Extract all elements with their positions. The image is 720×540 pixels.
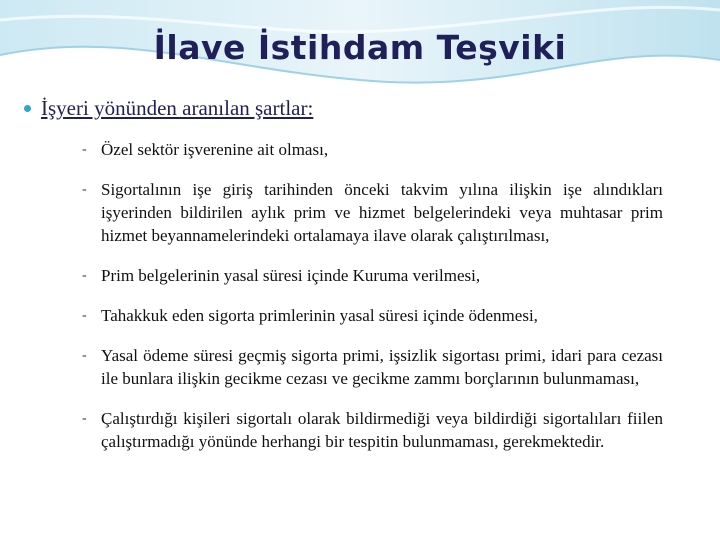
- list-item-text: Çalıştırdığı kişileri sigortalı olarak bildirmediği veya bildirdiği sigortalıları fiilen çalıştırmadığı yönünde herhangi bir tespitin bulunmaması, gerekmektedir.: [101, 409, 663, 451]
- list-item: [82, 138, 663, 161]
- list-item-text: Prim belgelerinin yasal süresi içinde Kuruma verilmesi,: [101, 266, 481, 285]
- requirements-list: [82, 138, 663, 470]
- list-item-text: Özel sektör işverenine ait olması,: [101, 140, 329, 159]
- dash-icon: -: [82, 182, 87, 197]
- section-heading-row: [24, 96, 313, 121]
- bullet-dot-icon: [24, 105, 31, 112]
- list-item: [82, 304, 663, 327]
- dash-icon: -: [82, 348, 87, 363]
- dash-icon: -: [82, 411, 87, 426]
- list-item: [82, 264, 663, 287]
- list-item-text: Tahakkuk eden sigorta primlerinin yasal süresi içinde ödenmesi,: [101, 306, 538, 325]
- dash-icon: -: [82, 308, 87, 323]
- slide-title: İlave İstihdam Teşviki: [153, 28, 567, 67]
- section-heading: İşyeri yönünden aranılan şartlar:: [41, 96, 314, 120]
- dash-icon: -: [82, 268, 87, 283]
- list-item-text: Sigortalının işe giriş tarihinden önceki takvim yılına ilişkin işe alındıkları işyerinden bildirilen aylık prim ve hizmet belgelerindeki veya muhtasar prim hizmet beyannamelerindeki ortalamaya ilave olarak çalıştırılması,: [101, 180, 663, 245]
- list-item: [82, 407, 663, 453]
- list-item: [82, 178, 663, 247]
- list-item: [82, 344, 663, 390]
- list-item-text: Yasal ödeme süresi geçmiş sigorta primi, işsizlik sigortası primi, idari para cezası ile bunlara ilişkin gecikme cezası ve gecikme zammı borçlarının bulunmaması,: [101, 346, 663, 388]
- dash-icon: -: [82, 142, 87, 157]
